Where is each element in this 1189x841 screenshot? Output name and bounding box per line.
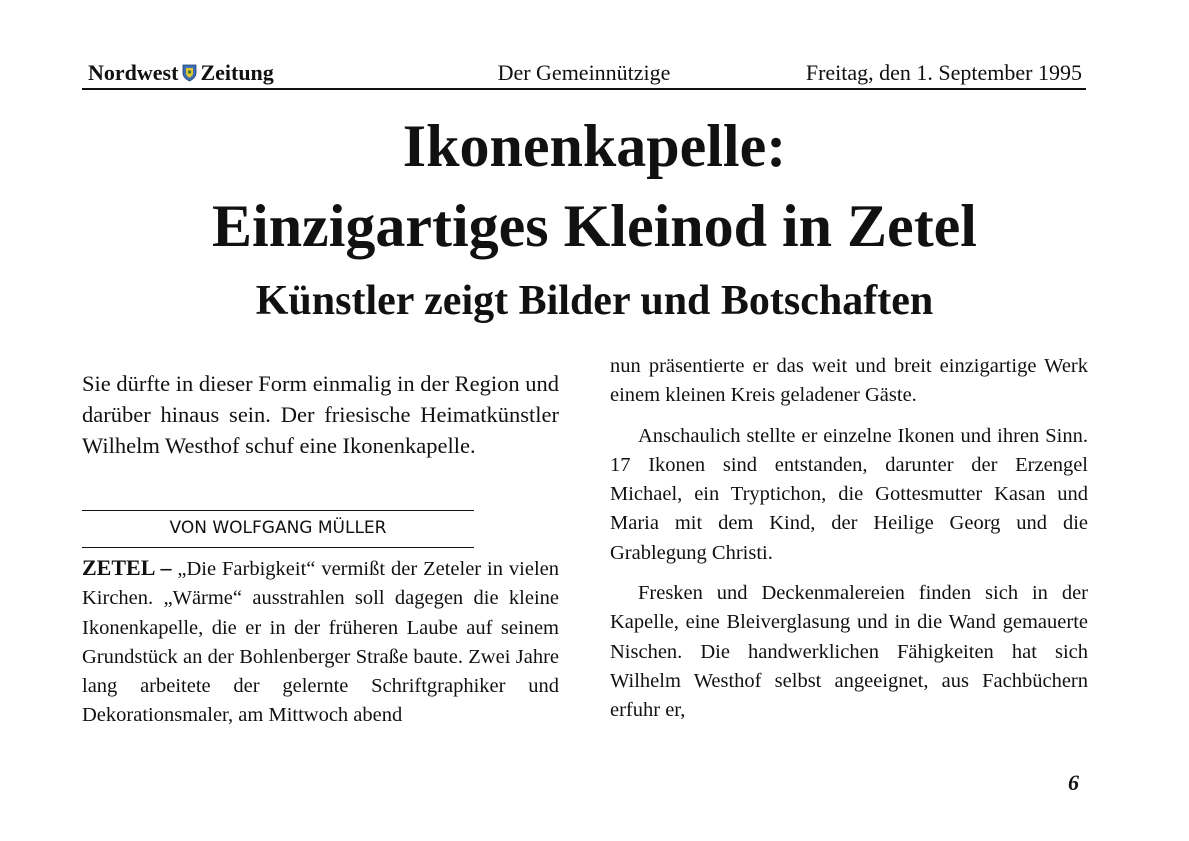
paragraph: Fresken und Deckenmalereien finden sich in der Kapelle, eine Bleiverglasung und in die Wand gemauerte Nischen. Die handwerklichen Fähigkeiten hat sich Wilhelm Westhof selbst angeeignet, aus Fachbüchern erfuhr er,	[610, 582, 1088, 722]
brand-name-right: Zeitung	[200, 60, 274, 85]
dateline: ZETEL –	[82, 555, 172, 580]
page-number: 6	[1068, 770, 1079, 795]
article-column-2	[610, 352, 1088, 737]
article-intro: Sie dürfte in dieser Form einmalig in der Region und darüber hinaus sein. Der friesische Heimatkünstler Wilhelm Westhof schuf eine Ikonenkapelle.	[82, 371, 559, 458]
byline-top-rule	[82, 510, 474, 511]
brand-name-left: Nordwest	[88, 60, 179, 85]
issue-date: Freitag, den 1. September 1995	[805, 60, 1082, 85]
paragraph: nun präsentierte er das weit und breit einzigartige Werk einem kleinen Kreis geladener Gäste.	[610, 355, 1088, 407]
subheadline: Künstler zeigt Bilder und Botschaften	[255, 278, 934, 324]
masthead	[82, 58, 1086, 90]
paragraph: Anschaulich stellte er einzelne Ikonen und ihren Sinn. 17 Ikonen sind entstanden, darunter der Erzengel Michael, ein Tryptichon, die Gottesmutter Kasan und Maria mit dem Kind, der Heilige Georg und die Grablegung Christi.	[610, 424, 1088, 564]
byline: VON WOLFGANG MÜLLER	[169, 518, 387, 538]
byline-bottom-rule	[82, 547, 474, 548]
edition-name: Der Gemeinnützige	[497, 60, 671, 85]
column-1-text: „Die Farbigkeit“ vermißt der Zeteler in vielen Kirchen. „Wärme“ ausstrahlen soll dagegen die kleine Ikonenkapelle, die er in der früheren Laube auf seinem Grundstück an der Bohlenberger Straße baute. Zwei Jahre lang arbeitete der gelernte Schriftgraphiker und Dekorationsmaler, am Mittwoch abend	[82, 558, 560, 727]
article-column-1	[82, 553, 559, 731]
headline-line-1: Ikonenkapelle:	[402, 113, 787, 179]
headline-line-2: Einzigartiges Kleinod in Zetel	[212, 193, 977, 259]
